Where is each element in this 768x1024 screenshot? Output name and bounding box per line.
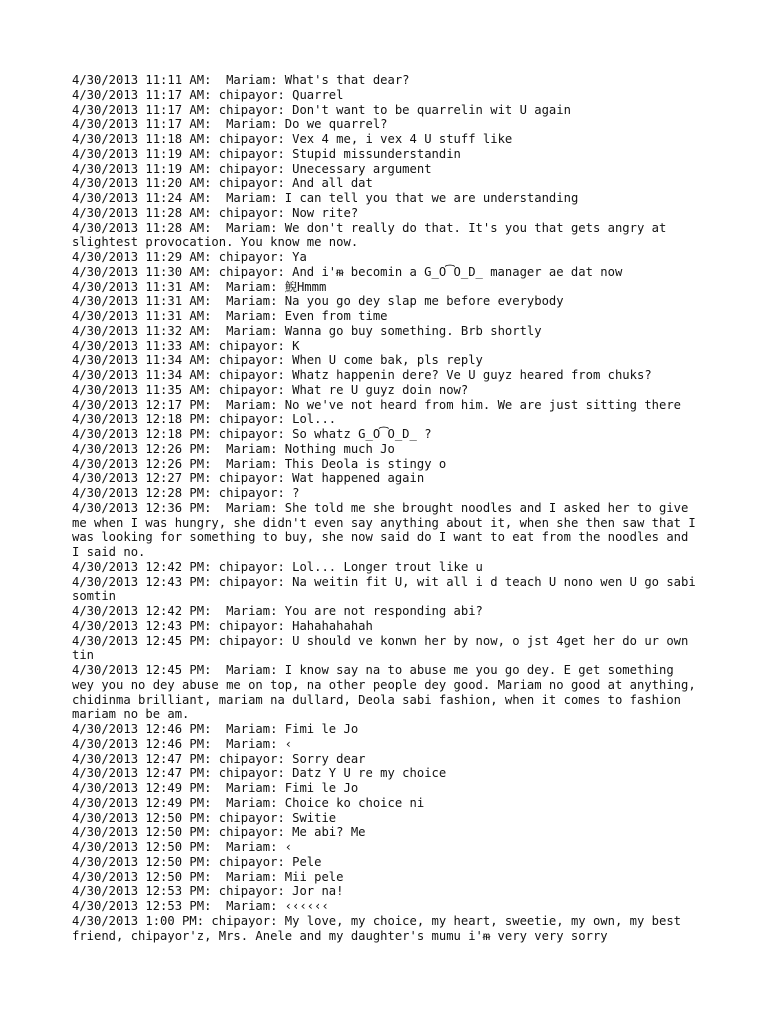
chat-log-line: 4/30/2013 11:30 AM: chipayor: And i'ᵯ becomin a G̲O͡O̲D̲ manager ae dat now	[72, 264, 623, 279]
chat-log-line: 4/30/2013 11:33 AM: chipayor: K	[72, 338, 300, 353]
chat-log-line: 4/30/2013 11:31 AM: Mariam: 鯢Hmmm	[72, 279, 327, 294]
chat-log-line: 4/30/2013 11:35 AM: chipayor: What re U guyz doin now?	[72, 382, 469, 397]
chat-log-line: 4/30/2013 11:31 AM: Mariam: Even from time	[72, 309, 388, 323]
chat-log-line: 4/30/2013 12:45 PM: Mariam: I know say na to abuse me you go dey. E get something wey you no dey abuse me on top, na other people dey good. Mariam no good at anything, chidinma brilliant, mariam na dullard, Deola sabi fashion, when it comes to fashion mariam no be am.	[72, 663, 704, 722]
chat-log-line: 4/30/2013 12:26 PM: Mariam: Nothing much Jo	[72, 441, 395, 456]
chat-log-line: 4/30/2013 12:26 PM: Mariam: This Deola is stingy o	[72, 456, 447, 471]
chat-log-line: 4/30/2013 12:43 PM: chipayor: Na weitin fit U, wit all i d teach U nono wen U go sabi somtin	[72, 574, 704, 604]
chat-log-line: 4/30/2013 12:47 PM: chipayor: Datz Y U re my choice	[72, 766, 447, 781]
chat-log-line: 4/30/2013 12:27 PM: chipayor: Wat happened again	[72, 471, 425, 486]
chat-log-line: 4/30/2013 11:29 AM: chipayor: Ya	[72, 250, 307, 264]
chat-log-line: 4/30/2013 12:47 PM: chipayor: Sorry dear	[72, 751, 366, 766]
chat-log-line: 4/30/2013 1:00 PM: chipayor: My love, my choice, my heart, sweetie, my own, my best friend, chipayor'z, Mrs. Anele and my daughter's mumu i'ᵯ very very sorry	[72, 913, 689, 943]
chat-log-line: 4/30/2013 12:53 PM: chipayor: Jor na!	[72, 884, 344, 899]
chat-log-line: 4/30/2013 11:24 AM: Mariam: I can tell you that we are understanding	[72, 191, 579, 205]
chat-log-line: 4/30/2013 11:18 AM: chipayor: Vex 4 me, i vex 4 U stuff like	[72, 132, 513, 146]
chat-log-line: 4/30/2013 12:50 PM: Mariam: Mii pele	[72, 869, 344, 884]
chat-log-line: 4/30/2013 12:49 PM: Mariam: Fimi le Jo	[72, 781, 359, 795]
chat-log-line: 4/30/2013 11:28 AM: chipayor: Now rite?	[72, 205, 359, 220]
chat-log-line: 4/30/2013 12:18 PM: chipayor: So whatz G̲O͡O̲D̲ ?	[72, 427, 432, 441]
chat-log-line: 4/30/2013 12:50 PM: chipayor: Pele	[72, 854, 322, 869]
chat-log-line: 4/30/2013 12:53 PM: Mariam: ‹‹‹‹‹‹	[72, 899, 329, 913]
chat-log-line: 4/30/2013 12:18 PM: chipayor: Lol...	[72, 412, 337, 427]
chat-log-line: 4/30/2013 11:19 AM: chipayor: Stupid missunderstandin	[72, 146, 461, 161]
chat-log-line: 4/30/2013 12:46 PM: Mariam: Fimi le Jo	[72, 722, 359, 736]
chat-log-line: 4/30/2013 12:43 PM: chipayor: Hahahahahah	[72, 618, 373, 633]
chat-log-line: 4/30/2013 11:34 AM: chipayor: When U come bak, pls reply	[72, 353, 483, 368]
chat-log-line: 4/30/2013 12:42 PM: Mariam: You are not responding abi?	[72, 604, 483, 618]
chat-log-line: 4/30/2013 12:50 PM: chipayor: Me abi? Me	[72, 825, 366, 840]
chat-log-line: 4/30/2013 11:28 AM: Mariam: We don't really do that. It's you that gets angry at slightest provocation. You know me now.	[72, 220, 674, 250]
chat-log-line: 4/30/2013 11:17 AM: chipayor: Quarrel	[72, 87, 344, 102]
chat-log-line: 4/30/2013 12:45 PM: chipayor: U should ve konwn her by now, o jst 4get her do ur own tin	[72, 633, 696, 663]
chat-log-line: 4/30/2013 12:17 PM: Mariam: No we've not heard from him. We are just sitting there	[72, 397, 682, 412]
chat-log-line: 4/30/2013 11:31 AM: Mariam: Na you go dey slap me before everybody	[72, 294, 564, 309]
chat-log-line: 4/30/2013 11:17 AM: chipayor: Don't want to be quarrelin wit U again	[72, 102, 571, 117]
chat-log-line: 4/30/2013 12:46 PM: Mariam: ‹	[72, 736, 293, 751]
chat-log-line: 4/30/2013 12:28 PM: chipayor: ?	[72, 486, 300, 500]
chat-log-line: 4/30/2013 12:49 PM: Mariam: Choice ko choice ni	[72, 795, 425, 810]
chat-log-line: 4/30/2013 12:50 PM: Mariam: ‹	[72, 840, 293, 854]
chat-log-document	[72, 73, 702, 943]
chat-log-line: 4/30/2013 11:20 AM: chipayor: And all dat	[72, 176, 373, 191]
chat-log-line: 4/30/2013 11:11 AM: Mariam: What's that dear?	[72, 73, 410, 87]
chat-log-line: 4/30/2013 11:17 AM: Mariam: Do we quarrel?	[72, 117, 388, 132]
chat-log-line: 4/30/2013 12:36 PM: Mariam: She told me she brought noodles and I asked her to give me when I was hungry, she didn't even say anything about it, when she then saw that I was looking for something to buy, she now said do I want to eat from the noodles and I said no.	[72, 500, 704, 559]
chat-log-line: 4/30/2013 12:50 PM: chipayor: Switie	[72, 810, 337, 825]
chat-log-line: 4/30/2013 11:34 AM: chipayor: Whatz happenin dere? Ve U guyz heared from chuks?	[72, 368, 652, 382]
chat-log-line: 4/30/2013 11:32 AM: Mariam: Wanna go buy something. Brb shortly	[72, 323, 542, 338]
chat-log-line: 4/30/2013 11:19 AM: chipayor: Unecessary argument	[72, 161, 432, 176]
chat-log-line: 4/30/2013 12:42 PM: chipayor: Lol... Longer trout like u	[72, 559, 483, 574]
